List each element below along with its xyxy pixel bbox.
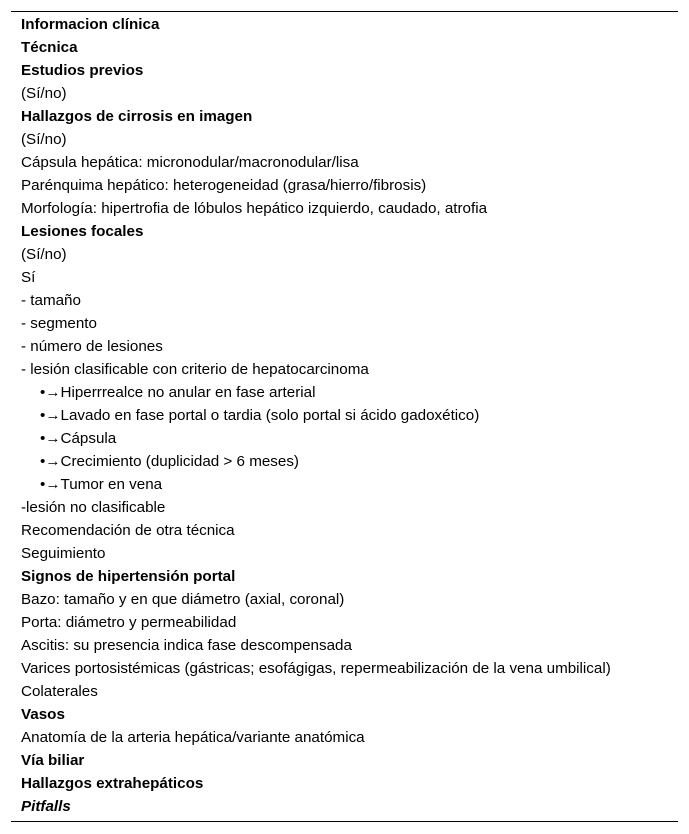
row-label: Bazo: tamaño y en que diámetro (axial, coronal) bbox=[21, 591, 345, 608]
table-row-text bbox=[21, 128, 678, 151]
table-row-text bbox=[21, 680, 678, 703]
criterion-bullet-item bbox=[21, 427, 678, 450]
row-label: Pitfalls bbox=[21, 798, 71, 815]
row-label: (Sí/no) bbox=[21, 85, 67, 102]
row-label: Varices portosistémicas (gástricas; esofágigas, repermeabilización de la vena umbilical) bbox=[21, 660, 611, 677]
row-label: Signos de hipertensión portal bbox=[21, 568, 236, 585]
section-heading bbox=[21, 772, 678, 795]
table-row-text bbox=[21, 358, 678, 381]
section-heading bbox=[21, 703, 678, 726]
row-label: Crecimiento (duplicidad > 6 meses) bbox=[60, 453, 299, 470]
row-label: Estudios previos bbox=[21, 62, 144, 79]
section-heading bbox=[21, 36, 678, 59]
row-label: Cápsula bbox=[60, 430, 117, 447]
row-label: - segmento bbox=[21, 315, 97, 332]
row-label: Porta: diámetro y permeabilidad bbox=[21, 614, 237, 631]
row-label: Parénquima hepático: heterogeneidad (grasa/hierro/fibrosis) bbox=[21, 177, 427, 194]
criterion-bullet-item bbox=[21, 473, 678, 496]
criterion-bullet-item bbox=[21, 404, 678, 427]
bullet-arrow-icon: •→ bbox=[40, 453, 61, 470]
table-row-text bbox=[21, 312, 678, 335]
report-checklist-table bbox=[11, 11, 678, 822]
row-label: Colaterales bbox=[21, 683, 98, 700]
table-row-text bbox=[21, 266, 678, 289]
row-label: - lesión clasificable con criterio de hepatocarcinoma bbox=[21, 361, 369, 378]
table-row-text bbox=[21, 289, 678, 312]
bullet-arrow-icon: •→ bbox=[40, 430, 61, 447]
table-row-text bbox=[21, 243, 678, 266]
row-label: Informacion clínica bbox=[21, 16, 160, 33]
row-label: - tamaño bbox=[21, 292, 81, 309]
table-row-text bbox=[21, 82, 678, 105]
row-label: Seguimiento bbox=[21, 545, 106, 562]
row-label: Lesiones focales bbox=[21, 223, 144, 240]
row-label: Hallazgos extrahepáticos bbox=[21, 775, 204, 792]
table-row-text bbox=[21, 634, 678, 657]
row-label: (Sí/no) bbox=[21, 246, 67, 263]
row-label: -lesión no clasificable bbox=[21, 499, 166, 516]
table-row-text bbox=[21, 197, 678, 220]
section-heading bbox=[21, 13, 678, 36]
row-label: Anatomía de la arteria hepática/variante anatómica bbox=[21, 729, 365, 746]
table-row-text bbox=[21, 496, 678, 519]
section-heading bbox=[21, 565, 678, 588]
row-label: Hiperrrealce no anular en fase arterial bbox=[60, 384, 316, 401]
table-row-text bbox=[21, 657, 678, 680]
section-heading bbox=[21, 220, 678, 243]
row-label: (Sí/no) bbox=[21, 131, 67, 148]
row-label: - número de lesiones bbox=[21, 338, 163, 355]
section-heading bbox=[21, 795, 678, 818]
criterion-bullet-item bbox=[21, 450, 678, 473]
row-label: Tumor en vena bbox=[60, 476, 163, 493]
section-heading bbox=[21, 59, 678, 82]
table-row-text bbox=[21, 151, 678, 174]
row-label: Morfología: hipertrofia de lóbulos hepático izquierdo, caudado, atrofia bbox=[21, 200, 488, 217]
row-label: Sí bbox=[21, 269, 36, 286]
section-heading bbox=[21, 105, 678, 128]
row-label: Hallazgos de cirrosis en imagen bbox=[21, 108, 253, 125]
table-row-text bbox=[21, 542, 678, 565]
row-label: Técnica bbox=[21, 39, 78, 56]
row-label: Vasos bbox=[21, 706, 65, 723]
bullet-arrow-icon: •→ bbox=[40, 384, 61, 401]
row-label: Vía biliar bbox=[21, 752, 85, 769]
row-label: Ascitis: su presencia indica fase descompensada bbox=[21, 637, 352, 654]
row-label: Lavado en fase portal o tardia (solo portal si ácido gadoxético) bbox=[60, 407, 480, 424]
bullet-arrow-icon: •→ bbox=[40, 407, 61, 424]
table-row-text bbox=[21, 611, 678, 634]
section-heading bbox=[21, 749, 678, 772]
table-row-text bbox=[21, 588, 678, 611]
table-row-text bbox=[21, 519, 678, 542]
table-row-text bbox=[21, 726, 678, 749]
table-row-text bbox=[21, 174, 678, 197]
table-row-text bbox=[21, 335, 678, 358]
criterion-bullet-item bbox=[21, 381, 678, 404]
table-content bbox=[21, 13, 678, 818]
row-label: Recomendación de otra técnica bbox=[21, 522, 235, 539]
row-label: Cápsula hepática: micronodular/macronodular/lisa bbox=[21, 154, 359, 171]
bullet-arrow-icon: •→ bbox=[40, 476, 61, 493]
